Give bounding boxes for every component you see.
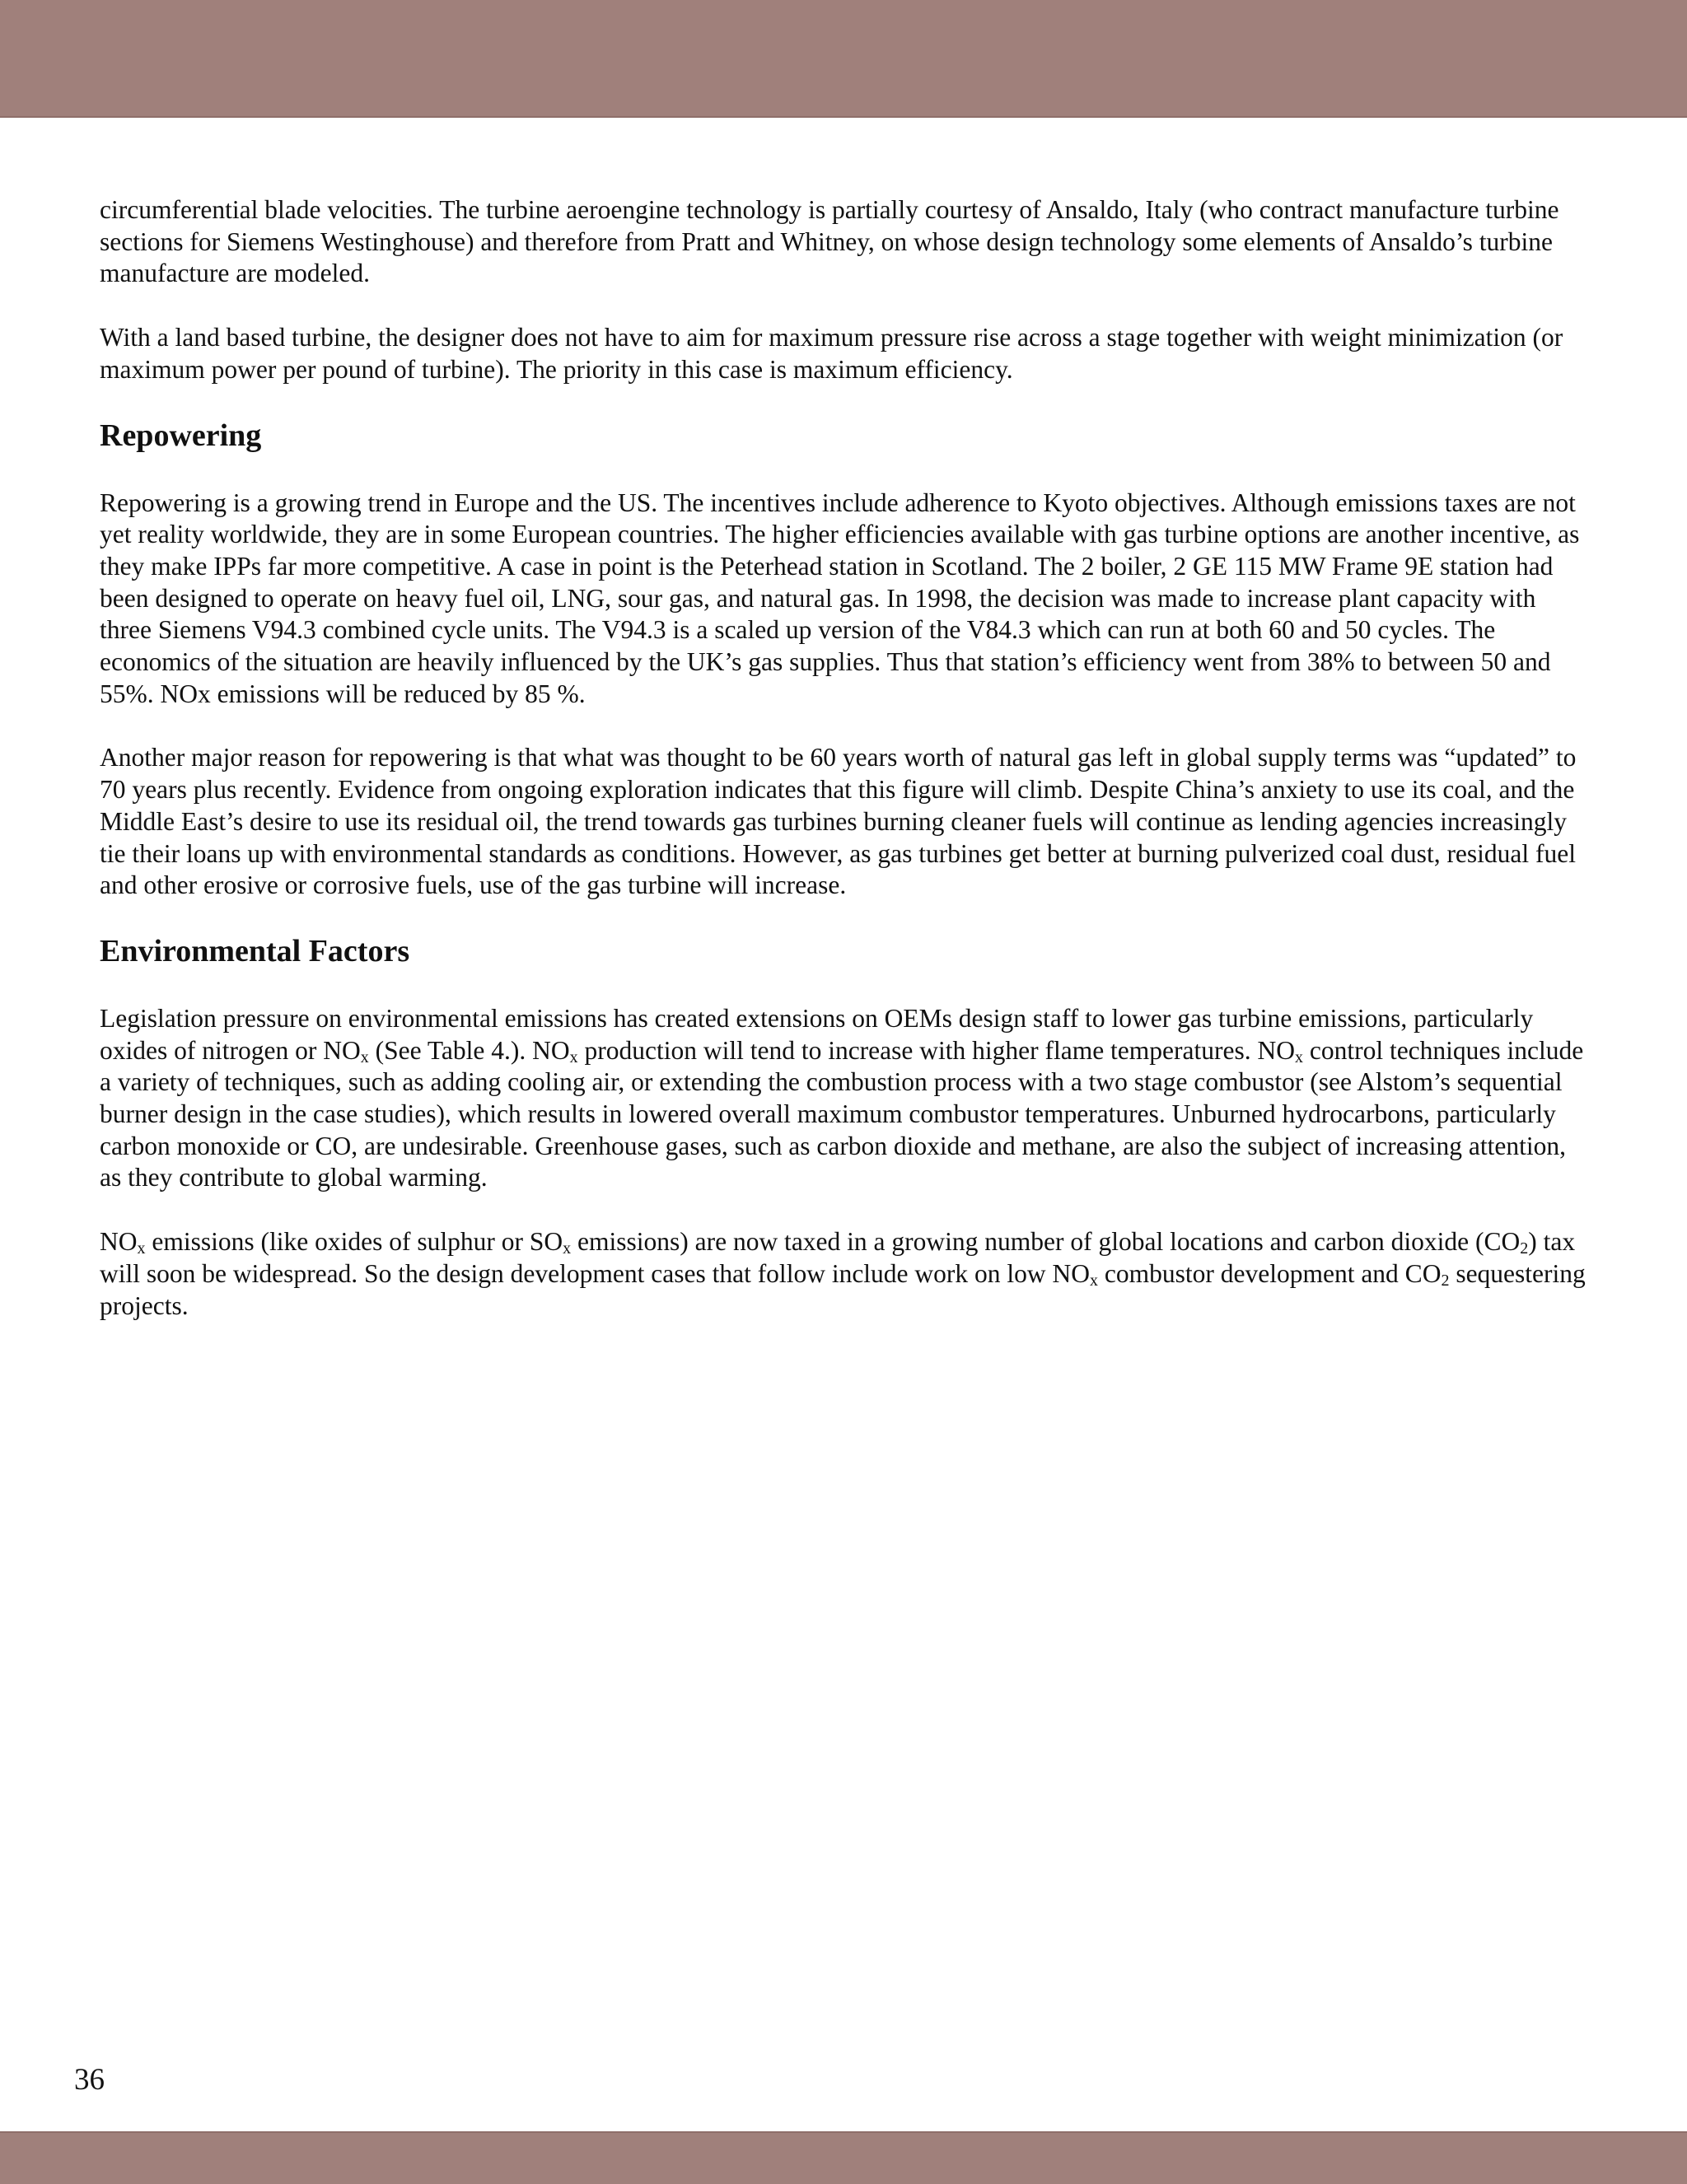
header-band bbox=[0, 0, 1687, 118]
text-run: emissions (like oxides of sulphur or SO bbox=[145, 1227, 563, 1257]
subscript: x bbox=[137, 1239, 146, 1258]
page-body bbox=[100, 194, 1591, 1322]
text-run: production will tend to increase with higher flame temperatures. NO bbox=[577, 1035, 1295, 1065]
text-run: NO bbox=[100, 1227, 138, 1257]
footer-band bbox=[0, 2131, 1687, 2184]
paragraph-repowering-trend: Repowering is a growing trend in Europe and the US. The incentives include adherence to Kyoto objectives. Although emissions taxes are not yet reality worldwide, they are in some European countries. The higher efficiencies available with gas turbine options are another incentive, as they make IPPs far more competitive. A case in point is the Peterhead station in Scotland. The 2 boiler, 2 GE 115 MW Frame 9E station had been designed to operate on heavy fuel oil, LNG, sour gas, and natural gas. In 1998, the decision was made to increase plant capacity with three Siemens V94.3 combined cycle units. The V94.3 is a scaled up version of the V84.3 which can run at both 60 and 50 cycles. The economics of the situation are heavily influenced by the UK’s gas supplies. Thus that station’s efficiency went from 38% to between 50 and 55%. NOx emissions will be reduced by 85 %. bbox=[100, 488, 1580, 708]
heading-repowering: Repowering bbox=[100, 418, 262, 453]
paragraph-nox-emissions-tax bbox=[100, 1226, 1591, 1322]
paragraph-turbine-aeroengine: circumferential blade velocities. The turbine aeroengine technology is partially courtesy of Ansaldo, Italy (who contract manufacture turbine sections for Siemens Westinghouse) and therefore from Pratt and Whitney, on whose design technology some elements of Ansaldo’s turbine manufacture are modeled. bbox=[100, 195, 1559, 288]
text-run: ) tax will soon be widespread. So the design development cases that follow include work on low NO bbox=[100, 1227, 1576, 1288]
subscript: 2 bbox=[1520, 1239, 1529, 1258]
subscript: x bbox=[360, 1048, 369, 1066]
text-run: sequestering projects. bbox=[100, 1258, 1586, 1320]
text-run: control techniques include a variety of techniques, such as adding cooling air, or extending the combustion process with a two stage combustor (see Alstom’s sequential burner design in the case studies), which results in lowered overall maximum combustor temperatures. Unburned hydrocarbons, particularly carbon monoxide or CO, are undesirable. Greenhouse gases, such as carbon dioxide and methane, are also the subject of increasing attention, as they contribute to global warming. bbox=[100, 1035, 1584, 1192]
text-run: (See Table 4.). NO bbox=[368, 1035, 570, 1065]
page-number: 36 bbox=[74, 2063, 105, 2097]
paragraph-legislation-pressure bbox=[100, 1003, 1591, 1194]
text-run: Legislation pressure on environmental emissions has created extensions on OEMs design staff to lower gas turbine emissions, particularly oxides of nitrogen or NO bbox=[100, 1003, 1534, 1065]
subscript: x bbox=[1294, 1048, 1303, 1066]
subscript: x bbox=[569, 1048, 578, 1066]
subscript: x bbox=[1090, 1271, 1099, 1290]
subscript: x bbox=[563, 1239, 572, 1258]
text-run: combustor development and CO bbox=[1098, 1258, 1442, 1288]
heading-environmental-factors: Environmental Factors bbox=[100, 933, 410, 968]
text-run: emissions) are now taxed in a growing number of global locations and carbon dioxide (CO bbox=[571, 1227, 1521, 1257]
paragraph-repowering-reason: Another major reason for repowering is that what was thought to be 60 years worth of natural gas left in global supply terms was “updated” to 70 years plus recently. Evidence from ongoing exploration indicates that this figure will climb. Despite China’s anxiety to use its coal, and the Middle East’s desire to use its residual oil, the trend towards gas turbines burning cleaner fuels will continue as lending agencies increasingly tie their loans up with environmental standards as conditions. However, as gas turbines get better at burning pulverized coal dust, residual fuel and other erosive or corrosive fuels, use of the gas turbine will increase. bbox=[100, 743, 1577, 900]
subscript: 2 bbox=[1441, 1271, 1450, 1290]
paragraph-land-based-turbine: With a land based turbine, the designer does not have to aim for maximum pressure rise across a stage together with weight minimization (or maximum power per pound of turbine). The priority in this case is maximum efficiency. bbox=[100, 323, 1563, 384]
